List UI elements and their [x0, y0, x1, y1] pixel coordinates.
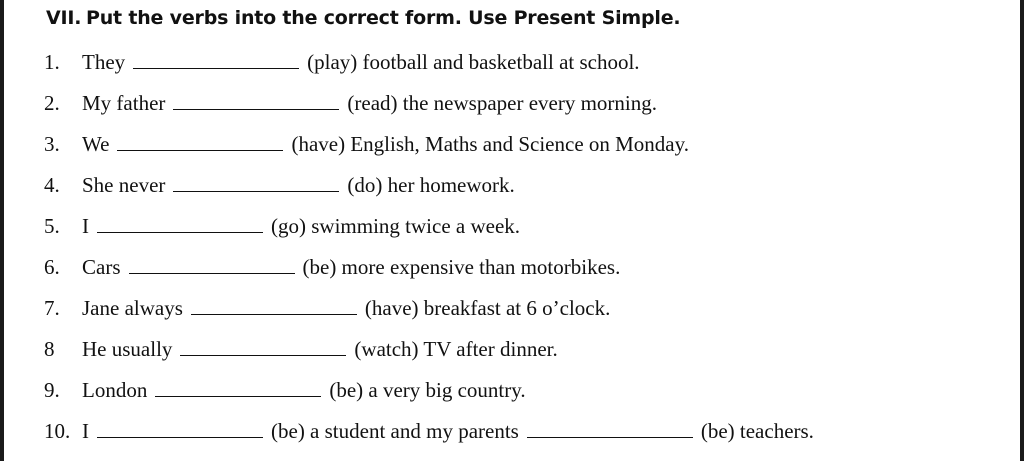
- item-number: 1.: [44, 50, 60, 74]
- answer-blank[interactable]: [97, 423, 263, 438]
- exercise-number: VII.: [46, 7, 82, 29]
- exercise-item-2: [44, 91, 657, 116]
- exercise-item-8: [44, 337, 558, 362]
- exercise-item-4: [44, 173, 515, 198]
- answer-blank[interactable]: [97, 218, 263, 233]
- item-subject: We: [82, 132, 110, 156]
- item-subject: London: [82, 378, 148, 402]
- item-verb-rest: (have) English, Maths and Science on Monday.: [291, 132, 690, 156]
- item-verb-rest: (be) more expensive than motorbikes.: [302, 255, 621, 279]
- answer-blank[interactable]: [155, 382, 321, 397]
- item-subject: My father: [82, 91, 166, 115]
- item-subject: I: [82, 214, 89, 238]
- item-subject: Cars: [82, 255, 121, 279]
- exercise-item-10: [44, 419, 814, 444]
- item-number: 2.: [44, 91, 60, 115]
- item-number: 6.: [44, 255, 60, 279]
- item-verb-rest: (be) a very big country.: [329, 378, 526, 402]
- item-number: 8: [44, 337, 55, 361]
- item-number: 5.: [44, 214, 60, 238]
- item-verb-rest: (do) her homework.: [347, 173, 515, 197]
- item-verb-rest: (go) swimming twice a week.: [271, 214, 521, 238]
- exercise-instruction: Put the verbs into the correct form. Use Present Simple.: [86, 7, 681, 29]
- exercise-item-5: [44, 214, 520, 239]
- item-subject: He usually: [82, 337, 173, 361]
- answer-blank[interactable]: [173, 95, 339, 110]
- item-number: 9.: [44, 378, 60, 402]
- item-verb-rest-2: (be) teachers.: [700, 419, 814, 443]
- answer-blank[interactable]: [117, 136, 283, 151]
- answer-blank[interactable]: [129, 259, 295, 274]
- page-left-edge: [0, 0, 4, 461]
- answer-blank-2[interactable]: [527, 423, 693, 438]
- exercise-item-9: [44, 378, 526, 403]
- exercise-item-1: [44, 50, 640, 75]
- page-right-edge: [1020, 0, 1024, 461]
- exercise-heading: [46, 7, 680, 29]
- item-number: 10.: [44, 419, 71, 443]
- item-subject: She never: [82, 173, 166, 197]
- item-verb-rest: (have) breakfast at 6 o’clock.: [364, 296, 611, 320]
- item-verb-rest: (play) football and basketball at school.: [307, 50, 640, 74]
- exercise-item-3: [44, 132, 689, 157]
- answer-blank[interactable]: [191, 300, 357, 315]
- item-subject: I: [82, 419, 89, 443]
- answer-blank[interactable]: [173, 177, 339, 192]
- exercise-item-7: [44, 296, 610, 321]
- item-subject: Jane always: [82, 296, 183, 320]
- answer-blank[interactable]: [180, 341, 346, 356]
- item-number: 4.: [44, 173, 60, 197]
- item-verb-rest: (be) a student and my parents: [271, 419, 519, 443]
- item-verb-rest: (watch) TV after dinner.: [354, 337, 558, 361]
- exercise-item-6: [44, 255, 620, 280]
- item-number: 3.: [44, 132, 60, 156]
- item-number: 7.: [44, 296, 60, 320]
- answer-blank[interactable]: [133, 54, 299, 69]
- item-subject: They: [82, 50, 126, 74]
- item-verb-rest: (read) the newspaper every morning.: [347, 91, 658, 115]
